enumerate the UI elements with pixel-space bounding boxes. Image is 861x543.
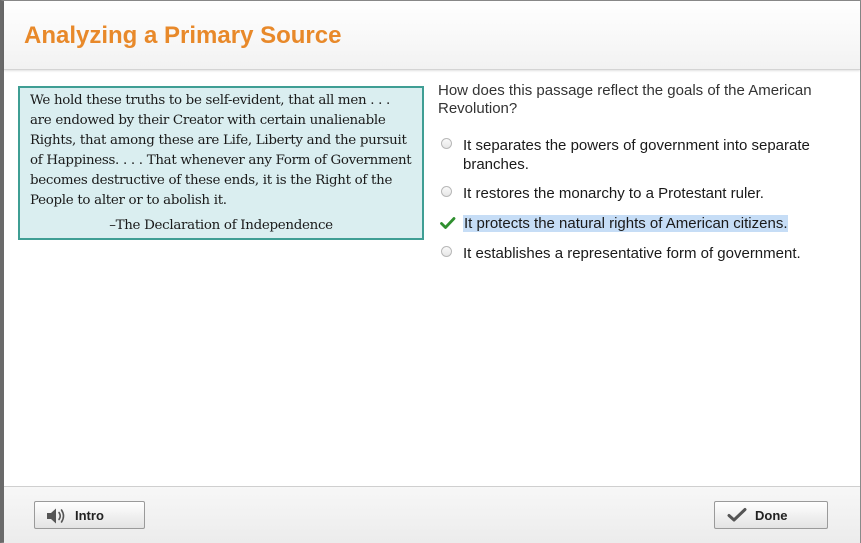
source-quote: We hold these truths to be self-evident, that all men . . . are endowed by their Creator with certain unalienable Rights, that among these are Life, Liberty and the pursuit of Happiness. . . . That whenever any Form of Government becomes destructive of these ends, it is the Right of the People to alter or to abolish it. [30,93,412,208]
answer-option-4[interactable] [438,244,848,263]
primary-source-box [18,86,424,240]
answer-option-3[interactable] [438,214,848,233]
speaker-icon [45,507,67,525]
answer-option-label: It protects the natural rights of American citizens. [464,215,788,232]
answer-option-label: It separates the powers of government into separate branches. [463,137,810,173]
radio-button-icon[interactable] [441,246,452,257]
page-title: Analyzing a Primary Source [24,22,342,49]
answer-option-2[interactable] [438,184,848,203]
done-button[interactable] [714,501,828,529]
header [4,1,860,70]
intro-button-label: Intro [75,508,104,523]
checkmark-icon [727,507,747,523]
checkmark-icon[interactable] [439,214,457,232]
radio-button-icon[interactable] [441,138,452,149]
answer-options [438,136,848,274]
question-prompt: How does this passage reflect the goals of the American Revolution? [438,82,812,117]
footer-bar [4,486,860,543]
answer-option-label: It restores the monarchy to a Protestant ruler. [463,185,764,202]
intro-button[interactable] [34,501,145,529]
answer-option-label: It establishes a representative form of government. [463,245,801,262]
radio-button-icon[interactable] [441,186,452,197]
source-attribution: –The Declaration of Independence [109,218,333,233]
done-button-label: Done [755,508,788,523]
answer-option-1[interactable] [438,136,848,174]
